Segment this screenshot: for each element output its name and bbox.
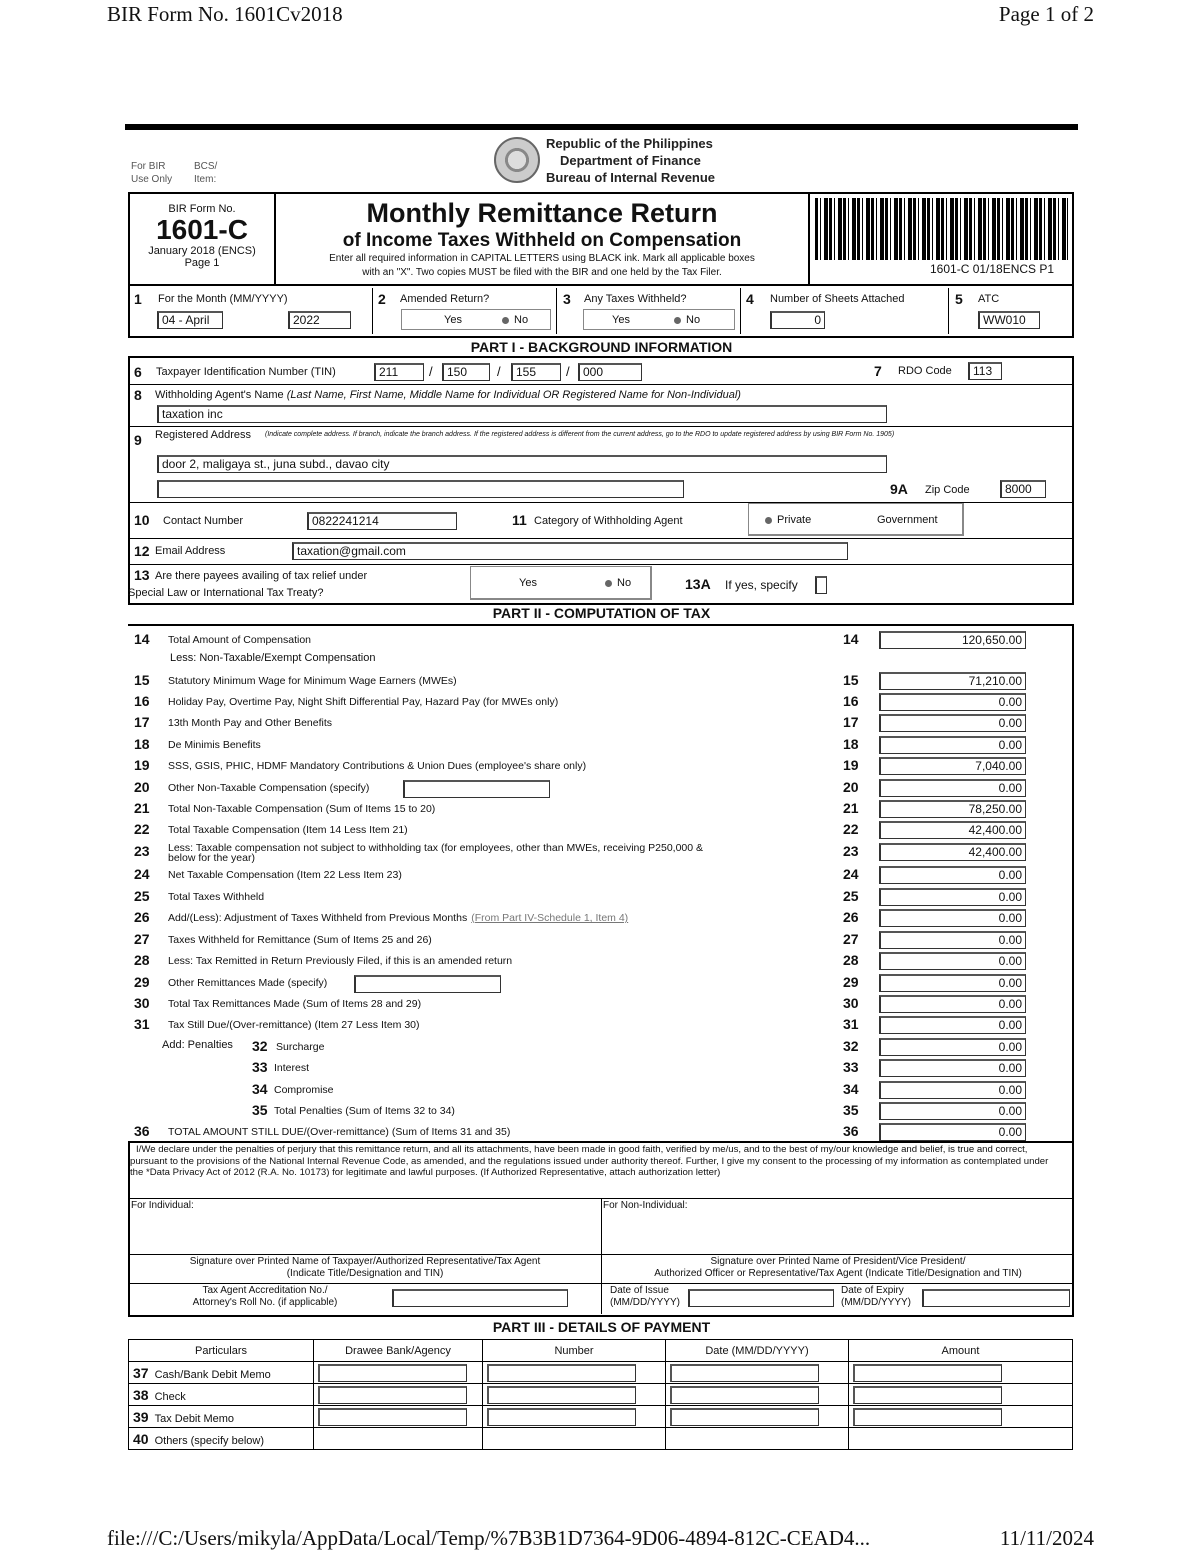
date-field[interactable] bbox=[670, 1408, 819, 1426]
item-25-number: 25 bbox=[134, 888, 150, 904]
tin-field-3[interactable]: 155 bbox=[511, 363, 561, 381]
payment-cell bbox=[849, 1384, 1073, 1406]
non-taxable-heading: Less: Non-Taxable/Exempt Compensation bbox=[170, 652, 376, 664]
item-18-number: 18 bbox=[134, 736, 150, 752]
item-5-label: ATC bbox=[978, 293, 1000, 305]
item-20-number: 20 bbox=[134, 779, 150, 795]
for-individual-label: For Individual: bbox=[131, 1200, 194, 1211]
item-19-label: SSS, GSIS, PHIC, HDMF Mandatory Contributions & Union Dues (employee's share only) bbox=[168, 760, 587, 772]
payment-cell bbox=[483, 1384, 666, 1406]
relief-label-2: Special Law or International Tax Treaty? bbox=[128, 587, 324, 599]
payment-cell bbox=[314, 1384, 483, 1406]
item-25-label: Total Taxes Withheld bbox=[168, 891, 265, 903]
schedule-link[interactable]: (From Part IV-Schedule 1, Item 4) bbox=[471, 912, 629, 924]
item-33-ref-number: 33 bbox=[843, 1059, 859, 1075]
col-amount: Amount bbox=[849, 1340, 1073, 1362]
item-19-number: 19 bbox=[134, 757, 150, 773]
payment-item-label: Others (specify below) bbox=[154, 1434, 265, 1447]
barcode-icon bbox=[815, 198, 1068, 260]
form-id: BIR Form No. 1601-C January 2018 (ENCS) Page 1 bbox=[148, 203, 256, 269]
rdo-label: RDO Code bbox=[898, 365, 952, 377]
item-22-number: 22 bbox=[134, 821, 150, 837]
item-20-amount[interactable]: 0.00 bbox=[879, 779, 1026, 797]
bir-use-label: For BIR Use Only bbox=[131, 161, 173, 185]
item-34-amount[interactable]: 0.00 bbox=[879, 1081, 1026, 1099]
item-29-number: 29 bbox=[134, 974, 150, 990]
item-30-number: 30 bbox=[134, 995, 150, 1011]
item-17-label: 13th Month Pay and Other Benefits bbox=[168, 717, 333, 729]
atc-field[interactable]: WW010 bbox=[978, 311, 1040, 329]
expiry-date-field[interactable] bbox=[922, 1289, 1070, 1307]
amended-no-option[interactable]: No bbox=[502, 310, 528, 330]
col-date: Date (MM/DD/YYYY) bbox=[666, 1340, 849, 1362]
specify-field[interactable] bbox=[815, 576, 827, 594]
part-2-title: PART II - COMPUTATION OF TAX bbox=[492, 605, 711, 621]
item-29-ref-number: 29 bbox=[843, 974, 859, 990]
item-6-number: 6 bbox=[134, 364, 142, 380]
tin-label: Taxpayer Identification Number (TIN) bbox=[156, 366, 336, 378]
item-31-amount[interactable]: 0.00 bbox=[879, 1016, 1026, 1034]
payment-particular bbox=[129, 1384, 314, 1406]
item-8-number: 8 bbox=[134, 387, 142, 403]
item-21-label: Total Non-Taxable Compensation (Sum of Items 15 to 20) bbox=[168, 803, 436, 815]
category-label: Category of Withholding Agent bbox=[534, 515, 683, 527]
item-20-ref-number: 20 bbox=[843, 779, 859, 795]
date-field[interactable] bbox=[670, 1364, 819, 1382]
print-footer-date: 11/11/2024 bbox=[999, 1526, 1094, 1550]
item-22-amount[interactable]: 42,400.00 bbox=[879, 821, 1026, 839]
item-2-label: Amended Return? bbox=[400, 293, 490, 305]
item-27-amount[interactable]: 0.00 bbox=[879, 931, 1026, 949]
form-top-bar bbox=[125, 124, 1078, 130]
tin-separator: / bbox=[497, 364, 501, 379]
year-field[interactable]: 2022 bbox=[288, 311, 351, 329]
payment-item-label: Cash/Bank Debit Memo bbox=[154, 1368, 271, 1381]
item-13-number: 13 bbox=[134, 567, 150, 583]
zip-label: Zip Code bbox=[925, 484, 970, 496]
accreditation-label: Tax Agent Accreditation No./ Attorney's Roll No. (if applicable) bbox=[192, 1285, 338, 1308]
part-3-title: PART III - DETAILS OF PAYMENT bbox=[492, 1319, 711, 1335]
relief-label-1: Are there payees availing of tax relief under bbox=[155, 570, 368, 582]
item-26-amount[interactable]: 0.00 bbox=[879, 909, 1026, 927]
item-31-number: 31 bbox=[134, 1016, 150, 1032]
item-21-ref-number: 21 bbox=[843, 800, 859, 816]
item-29-amount[interactable]: 0.00 bbox=[879, 974, 1026, 992]
item-12-number: 12 bbox=[134, 543, 150, 559]
item-25-ref-number: 25 bbox=[843, 888, 859, 904]
relief-yes-option[interactable]: Yes bbox=[519, 577, 537, 589]
address-label: Registered Address bbox=[155, 429, 251, 441]
specify-label: If yes, specify bbox=[725, 578, 798, 592]
item-20-specify-field[interactable] bbox=[403, 780, 550, 798]
payment-cell bbox=[849, 1362, 1073, 1384]
payment-item-number: 37 bbox=[133, 1364, 149, 1381]
payment-item-number: 40 bbox=[133, 1430, 149, 1447]
item-18-amount[interactable]: 0.00 bbox=[879, 736, 1026, 754]
item-30-ref-number: 30 bbox=[843, 995, 859, 1011]
payment-cell bbox=[483, 1362, 666, 1384]
item-15-number: 15 bbox=[134, 672, 150, 688]
item-35-ref-number: 35 bbox=[843, 1102, 859, 1118]
item-32-label: Surcharge bbox=[276, 1041, 325, 1053]
amended-yes-option[interactable]: Yes bbox=[444, 314, 462, 326]
payment-item-number: 38 bbox=[133, 1386, 149, 1403]
item-31-label: Tax Still Due/(Over-remittance) (Item 27 Less Item 30) bbox=[168, 1019, 420, 1031]
item-15-ref-number: 15 bbox=[843, 672, 859, 688]
declaration-text: I/We declare under the penalties of perjury that this remittance return, and all its attachments, have been made in good faith, verified by me/us, and to the best of my/our knowledge and belief, is true and correct, pursuant to the provisions of the National Internal Revenue Code, as amended, and the regulations issued under authority thereof. Further, I give my consent to the processing of my information as contemplated under the *Data Privacy Act of 2012 (R.A. No. 10173) for legitimate and lawful purposes. (If Authorized Representative, attach authorization letter) bbox=[130, 1144, 1049, 1178]
tin-field-2[interactable]: 150 bbox=[442, 363, 490, 381]
item-24-label: Net Taxable Compensation (Item 22 Less Item 23) bbox=[168, 869, 402, 881]
item-17-number: 17 bbox=[134, 714, 150, 730]
payment-particular bbox=[129, 1362, 314, 1384]
number-field[interactable] bbox=[487, 1408, 636, 1426]
payment-cell bbox=[314, 1406, 483, 1428]
item-26-label: Add/(Less): Adjustment of Taxes Withheld from Previous Months (From Part IV-Schedule 1, Item 4) bbox=[168, 912, 629, 924]
item-10-number: 10 bbox=[134, 512, 150, 528]
item-22-ref-number: 22 bbox=[843, 821, 859, 837]
item-33-label: Interest bbox=[274, 1062, 310, 1074]
amended-return-radio[interactable] bbox=[401, 309, 551, 330]
payment-cell bbox=[849, 1406, 1073, 1428]
item-34-ref-number: 34 bbox=[843, 1081, 859, 1097]
item-17-ref-number: 17 bbox=[843, 714, 859, 730]
item-26-ref-number: 26 bbox=[843, 909, 859, 925]
tin-separator: / bbox=[429, 364, 433, 379]
relief-radio[interactable] bbox=[470, 566, 652, 600]
print-header-page: Page 1 of 2 bbox=[998, 2, 1094, 26]
item-3-label: Any Taxes Withheld? bbox=[584, 293, 687, 305]
contact-label: Contact Number bbox=[163, 515, 244, 527]
sheets-attached-field[interactable]: 0 bbox=[770, 311, 825, 329]
item-23-number: 23 bbox=[134, 843, 150, 859]
payment-particular bbox=[129, 1428, 314, 1450]
payment-row bbox=[129, 1362, 1073, 1384]
item-27-label: Taxes Withheld for Remittance (Sum of Items 25 and 26) bbox=[168, 934, 432, 946]
tin-separator: / bbox=[566, 364, 570, 379]
payment-item-number: 39 bbox=[133, 1408, 149, 1425]
item-27-number: 27 bbox=[134, 931, 150, 947]
item-35-number: 35 bbox=[252, 1102, 268, 1118]
item-16-amount[interactable]: 0.00 bbox=[879, 693, 1026, 711]
item-19-amount[interactable]: 7,040.00 bbox=[879, 757, 1026, 775]
date-field[interactable] bbox=[670, 1386, 819, 1404]
withheld-yes-option[interactable]: Yes bbox=[612, 314, 630, 326]
item-28-ref-number: 28 bbox=[843, 952, 859, 968]
relief-no-option[interactable]: No bbox=[605, 567, 631, 599]
issue-date-label: Date of Issue (MM/DD/YYYY) bbox=[610, 1285, 680, 1308]
item-36-number: 36 bbox=[134, 1123, 150, 1139]
item-16-label: Holiday Pay, Overtime Pay, Night Shift Differential Pay, Hazard Pay (for MWEs only) bbox=[168, 696, 559, 708]
payment-item-label: Check bbox=[154, 1390, 186, 1403]
address-hint: (Indicate complete address. If branch, indicate the branch address. If the registered address is different from the current address, go to the RDO to update registered address by using BIR Form No. 1905) bbox=[265, 431, 895, 438]
item-4-label: Number of Sheets Attached bbox=[770, 293, 905, 305]
item-14-label: Total Amount of Compensation bbox=[168, 634, 312, 646]
print-footer-path: file:///C:/Users/mikyla/AppData/Local/Temp/%7B3B1D7364-9D06-4894-812C-CEAD4... bbox=[107, 1526, 871, 1550]
col-drawee-bank: Drawee Bank/Agency bbox=[314, 1340, 483, 1362]
col-number: Number bbox=[483, 1340, 666, 1362]
payment-cell bbox=[314, 1428, 483, 1450]
item-19-ref-number: 19 bbox=[843, 757, 859, 773]
taxes-withheld-radio[interactable] bbox=[583, 309, 735, 330]
item-33-number: 33 bbox=[252, 1059, 268, 1075]
item-14-number: 14 bbox=[134, 631, 150, 647]
item-2-number: 2 bbox=[378, 291, 386, 307]
withheld-no-option[interactable]: No bbox=[674, 310, 700, 330]
email-label: Email Address bbox=[155, 545, 226, 557]
number-field[interactable] bbox=[487, 1386, 636, 1404]
non-individual-signature-caption: Signature over Printed Name of President/Vice President/ Authorized Officer or Representative/Tax Agent (Indicate Title/Designation and TIN) bbox=[654, 1256, 1022, 1279]
payment-table bbox=[128, 1339, 1073, 1450]
item-5-number: 5 bbox=[955, 291, 963, 307]
for-non-individual-label: For Non-Individual: bbox=[603, 1200, 688, 1211]
month-field[interactable]: 04 - April bbox=[157, 311, 223, 329]
item-36-label: TOTAL AMOUNT STILL DUE/(Over-remittance) (Sum of Items 31 and 35) bbox=[168, 1126, 511, 1138]
form-title: Monthly Remittance Return of Income Taxes Withheld on Compensation Enter all required information in CAPITAL LETTERS using BLACK ink. Mark all applicable boxes with an "X". Two copies MUST be filed with the BIR and one held by the Tax Filer. bbox=[329, 198, 755, 278]
print-header-title: BIR Form No. 1601Cv2018 bbox=[107, 2, 343, 26]
item-29-specify-field[interactable] bbox=[354, 975, 501, 993]
payment-row bbox=[129, 1406, 1073, 1428]
address-field-1[interactable]: door 2, maligaya st., juna subd., davao city bbox=[157, 455, 887, 473]
rdo-field[interactable]: 113 bbox=[968, 362, 1002, 380]
item-18-label: De Minimis Benefits bbox=[168, 739, 261, 751]
item-18-ref-number: 18 bbox=[843, 736, 859, 752]
item-16-number: 16 bbox=[134, 693, 150, 709]
individual-signature-caption: Signature over Printed Name of Taxpayer/Authorized Representative/Tax Agent (Indicate Title/Designation and TIN) bbox=[189, 1256, 541, 1279]
item-16-ref-number: 16 bbox=[843, 693, 859, 709]
private-option[interactable]: Private bbox=[765, 504, 811, 536]
item-35-label: Total Penalties (Sum of Items 32 to 34) bbox=[274, 1105, 455, 1117]
item-34-number: 34 bbox=[252, 1081, 268, 1097]
item-36-ref-number: 36 bbox=[843, 1123, 859, 1139]
category-radio[interactable] bbox=[748, 503, 964, 536]
agency-name: Republic of the Philippines Department of Finance Bureau of Internal Revenue bbox=[546, 136, 716, 185]
bcs-item-label: BCS/ Item: bbox=[194, 161, 218, 185]
item-9a-number: 9A bbox=[890, 481, 908, 497]
zip-field[interactable]: 8000 bbox=[1000, 480, 1046, 498]
drawee-bank-field[interactable] bbox=[318, 1408, 467, 1426]
col-particulars: Particulars bbox=[129, 1340, 314, 1362]
item-24-ref-number: 24 bbox=[843, 866, 859, 882]
bir-seal-icon bbox=[494, 137, 540, 183]
item-21-number: 21 bbox=[134, 800, 150, 816]
item-34-label: Compromise bbox=[274, 1084, 334, 1096]
item-33-amount[interactable]: 0.00 bbox=[879, 1059, 1026, 1077]
item-22-label: Total Taxable Compensation (Item 14 Less Item 21) bbox=[168, 824, 408, 836]
payment-particular bbox=[129, 1406, 314, 1428]
item-23-ref-number: 23 bbox=[843, 843, 859, 859]
item-17-amount[interactable]: 0.00 bbox=[879, 714, 1026, 732]
agent-name-field[interactable]: taxation inc bbox=[157, 405, 887, 423]
payment-cell bbox=[666, 1406, 849, 1428]
amount-field[interactable] bbox=[853, 1364, 1002, 1382]
item-31-ref-number: 31 bbox=[843, 1016, 859, 1032]
government-option[interactable]: Government bbox=[877, 514, 938, 526]
item-1-label: For the Month (MM/YYYY) bbox=[158, 293, 288, 305]
item-15-label: Statutory Minimum Wage for Minimum Wage Earners (MWEs) bbox=[168, 675, 457, 687]
item-13a-number: 13A bbox=[685, 576, 711, 592]
payment-item-label: Tax Debit Memo bbox=[154, 1412, 235, 1425]
drawee-bank-field[interactable] bbox=[318, 1386, 467, 1404]
item-1-number: 1 bbox=[134, 291, 142, 307]
item-7-number: 7 bbox=[874, 363, 882, 379]
payment-row bbox=[129, 1428, 1073, 1450]
item-25-amount[interactable]: 0.00 bbox=[879, 888, 1026, 906]
payment-row bbox=[129, 1384, 1073, 1406]
item-21-amount[interactable]: 78,250.00 bbox=[879, 800, 1026, 818]
item-26-number: 26 bbox=[134, 909, 150, 925]
item-9-number: 9 bbox=[134, 432, 142, 448]
payment-cell bbox=[483, 1428, 666, 1450]
item-3-number: 3 bbox=[563, 291, 571, 307]
item-20-label: Other Non-Taxable Compensation (specify) bbox=[168, 782, 370, 794]
issue-date-field[interactable] bbox=[688, 1289, 834, 1307]
item-4-number: 4 bbox=[746, 291, 754, 307]
item-24-number: 24 bbox=[134, 866, 150, 882]
number-field[interactable] bbox=[487, 1364, 636, 1382]
item-28-number: 28 bbox=[134, 952, 150, 968]
item-30-label: Total Tax Remittances Made (Sum of Items 28 and 29) bbox=[168, 998, 422, 1010]
item-32-amount[interactable]: 0.00 bbox=[879, 1038, 1026, 1056]
drawee-bank-field[interactable] bbox=[318, 1364, 467, 1382]
payment-cell bbox=[849, 1428, 1073, 1450]
part-1-title: PART I - BACKGROUND INFORMATION bbox=[470, 339, 733, 355]
payment-cell bbox=[666, 1428, 849, 1450]
add-penalties-label: Add: Penalties bbox=[162, 1039, 233, 1051]
item-23-amount[interactable]: 42,400.00 bbox=[879, 843, 1026, 861]
item-23-label: Less: Taxable compensation not subject to withholding tax (for employees, other than MWEs, receiving P250,000 & below for the year) bbox=[168, 842, 704, 864]
payment-cell bbox=[666, 1362, 849, 1384]
item-28-amount[interactable]: 0.00 bbox=[879, 952, 1026, 970]
accreditation-field[interactable] bbox=[392, 1289, 568, 1307]
item-14-amount[interactable]: 120,650.00 bbox=[879, 631, 1026, 649]
amount-field[interactable] bbox=[853, 1386, 1002, 1404]
item-36-amount[interactable]: 0.00 bbox=[879, 1123, 1026, 1141]
item-30-amount[interactable]: 0.00 bbox=[879, 995, 1026, 1013]
item-24-amount[interactable]: 0.00 bbox=[879, 866, 1026, 884]
payment-cell bbox=[483, 1406, 666, 1428]
email-field[interactable]: taxation@gmail.com bbox=[292, 542, 848, 560]
agent-name-label: Withholding Agent's Name (Last Name, First Name, Middle Name for Individual OR Registered Name for Non-Individual) bbox=[155, 389, 741, 401]
item-15-amount[interactable]: 71,210.00 bbox=[879, 672, 1026, 690]
amount-field[interactable] bbox=[853, 1408, 1002, 1426]
address-field-2[interactable] bbox=[157, 480, 684, 498]
item-32-ref-number: 32 bbox=[843, 1038, 859, 1054]
item-14-ref-number: 14 bbox=[843, 631, 859, 647]
barcode-code: 1601-C 01/18ENCS P1 bbox=[930, 262, 1055, 276]
item-32-number: 32 bbox=[252, 1038, 268, 1054]
payment-cell bbox=[314, 1362, 483, 1384]
contact-field[interactable]: 0822241214 bbox=[307, 512, 457, 530]
tin-field-1[interactable]: 211 bbox=[374, 363, 424, 381]
item-11-number: 11 bbox=[512, 512, 527, 528]
expiry-date-label: Date of Expiry (MM/DD/YYYY) bbox=[841, 1285, 911, 1308]
item-35-amount[interactable]: 0.00 bbox=[879, 1102, 1026, 1120]
item-28-label: Less: Tax Remitted in Return Previously Filed, if this is an amended return bbox=[168, 955, 513, 967]
payment-cell bbox=[666, 1384, 849, 1406]
tin-field-4[interactable]: 000 bbox=[578, 363, 642, 381]
item-29-label: Other Remittances Made (specify) bbox=[168, 977, 328, 989]
item-27-ref-number: 27 bbox=[843, 931, 859, 947]
